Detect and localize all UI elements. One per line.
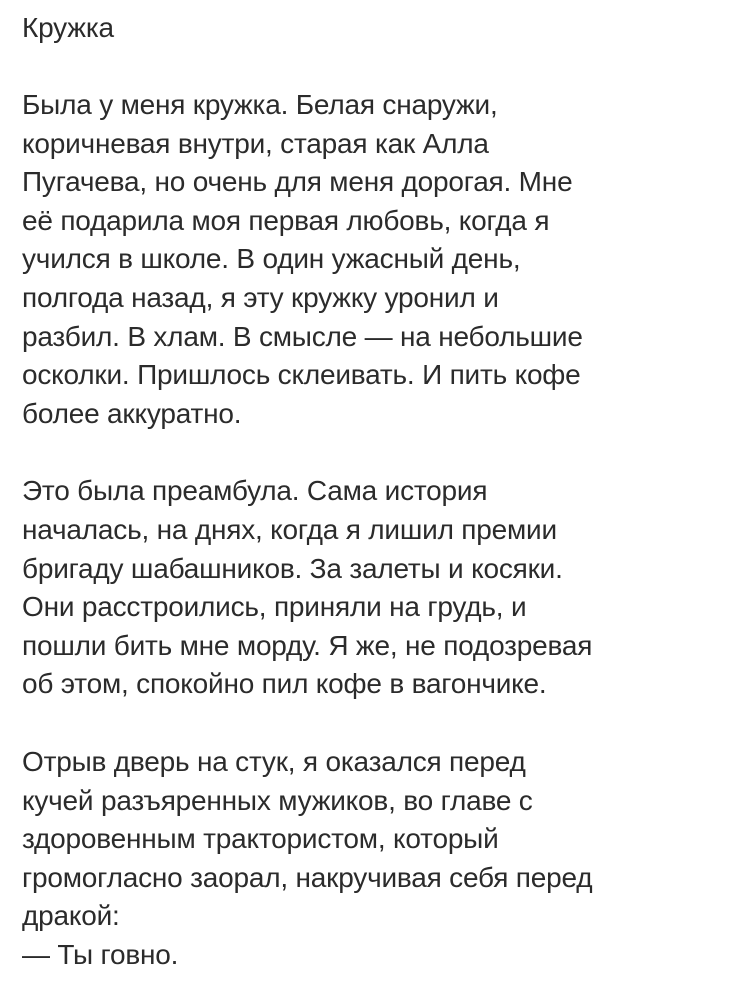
document-title: Кружка — [22, 12, 114, 43]
text-line: более аккуратно. — [22, 397, 242, 429]
text-line: дракой: — [22, 900, 120, 932]
paragraph-2 — [22, 472, 727, 704]
text-line: здоровенным трактористом, который — [22, 823, 499, 855]
text-line: Пугачева, но очень для меня дорогая. Мне — [22, 166, 573, 198]
text-line: пошли бить мне морду. Я же, не подозревая — [22, 629, 593, 661]
paragraph-3 — [22, 743, 727, 975]
text-line: началась, на днях, когда я лишил премии — [22, 513, 557, 545]
text-line: её подарила моя первая любовь, когда я — [22, 204, 550, 236]
text-line: полгода назад, я эту кружку уронил и — [22, 281, 499, 313]
paragraph-1 — [22, 86, 727, 433]
text-line: — Ты говно. — [22, 938, 179, 970]
text-line: Была у меня кружка. Белая снаружи, — [22, 89, 498, 120]
text-line: Они расстроились, приняли на грудь, и — [22, 591, 527, 623]
text-line: Отрыв дверь на стук, я оказался перед — [22, 745, 526, 777]
text-line: учился в школе. В один ужасный день, — [22, 243, 521, 275]
text-line: Это была преамбула. Сама история — [22, 475, 488, 507]
text-line: бригаду шабашников. За залеты и косяки. — [22, 552, 563, 584]
text-line: кучей разъяренных мужиков, во главе с — [22, 784, 533, 816]
text-line: коричневая внутри, старая как Алла — [22, 127, 489, 159]
text-line: осколки. Пришлось склеивать. И пить кофе — [22, 359, 581, 391]
text-line: разбил. В хлам. В смысле — на небольшие — [22, 320, 583, 352]
text-line: громогласно заорал, накручивая себя перед — [22, 861, 593, 893]
text-line: об этом, спокойно пил кофе в вагончике. — [22, 668, 547, 700]
